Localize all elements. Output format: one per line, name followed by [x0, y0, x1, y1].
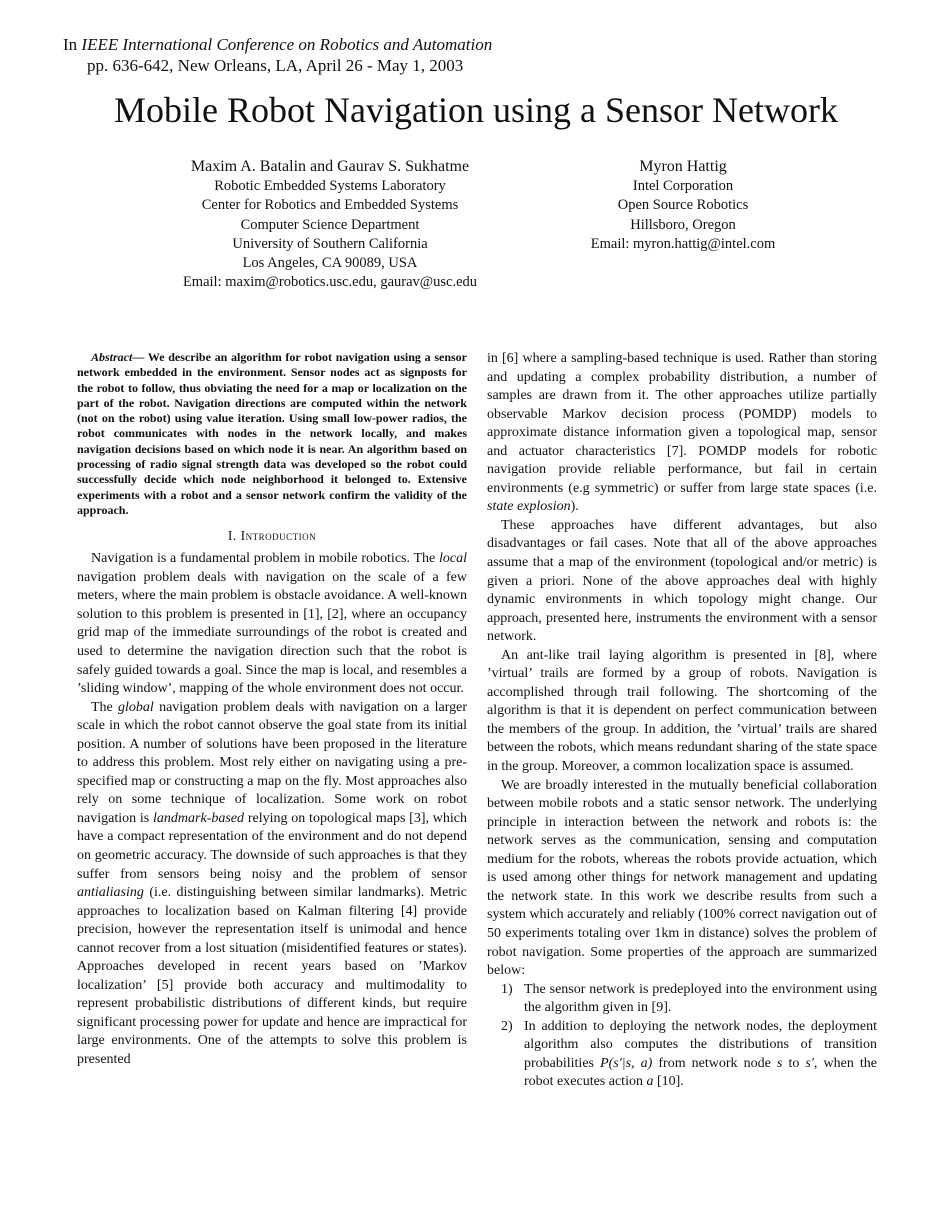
section-numeral: I.	[227, 528, 241, 544]
author-email-right: Email: myron.hattig@intel.com	[590, 235, 776, 252]
text-run: in [6] where a sampling-based technique is used. Rather than storing and updating a complex probability distribution, a number of samples are drawn from it. The other approaches utilize partially observable Markov decision process (POMDP) models to approximate distance information given a topological map, sensor and actuator characteristics [7]. POMDP models for robotic navigation provide reliable performance, but fail in certain environments (e.g symmetric) or suffer from large state spaces (i.e.	[487, 351, 877, 496]
paragraph: An ant-like trail laying algorithm is presented in [8], where ’virtual’ trails are formed by a group of robots. Navigation is accomplished through trail following. The shortcoming of the algorithm is that it is dependent on perfect communication between the members of the group. In addition, the ’virtual’ trails are shared between the robots, which means redundant sharing of the state space in the group. Moreover, a common localization space is assumed.	[487, 647, 877, 775]
text-run: Navigation is a fundamental problem in mobile robotics. The	[91, 551, 439, 567]
section-title: Introduction	[240, 528, 317, 544]
properties-list	[487, 981, 877, 1092]
affiliation-line: Center for Robotics and Embedded Systems	[201, 197, 459, 214]
abstract	[77, 350, 467, 518]
emphasis: global	[118, 699, 154, 715]
emphasis: antialiasing	[77, 885, 144, 901]
text-run: ).	[570, 499, 579, 515]
affiliation-line: Los Angeles, CA 90089, USA	[242, 255, 418, 272]
text-run: navigation problem deals with navigation on the scale of a few meters, where the main problem is obstacle avoidance. A well-known solution to this problem is presented in [1], [2], where an occupancy grid map of the immediate surroundings of the robot is created and used to determine the navigation direction such that the robot is safely guided towards a goal. Since the map is local, and resembles a ’sliding window’, mapping of the whole environment does not occur.	[77, 569, 467, 697]
text-run: to	[782, 1055, 806, 1071]
text-run: (i.e. distinguishing between similar landmarks). Metric approaches to localization based on Kalman filtering [4] provide precision, however the representation itself is unimodal and hence cannot recover from a lost situation (misidentified features or states). Approaches developed in recent years based on ’Markov localization’ [5] provide both accuracy and multimodality to represent probabilistic distributions of different kinds, but require significant processing power for update and hence are impractical for large environments. One of the attempts to solve this problem is presented	[77, 885, 467, 1068]
abstract-label: Abstract	[91, 350, 133, 364]
venue-pages-location: pp. 636-642, New Orleans, LA, April 26 - May 1, 2003	[87, 56, 464, 75]
paragraph	[487, 350, 877, 517]
author-names-left: Maxim A. Batalin and Gaurav S. Sukhatme	[190, 158, 470, 175]
venue-prefix: In	[63, 35, 82, 54]
right-column	[487, 350, 877, 1092]
text-run: The	[91, 699, 119, 715]
affiliation-line: Robotic Embedded Systems Laboratory	[214, 178, 446, 194]
text-run: In addition to deploying the network nodes, the deployment algorithm also computes the distributions of transition probabilities	[524, 1018, 877, 1071]
list-item	[487, 981, 877, 1018]
abstract-text: — We describe an algorithm for robot navigation using a sensor network embedded in the environment. Sensor nodes act as signposts for the robot to follow, thus obviating the need for a map or localization on the part of the robot. Navigation directions are computed within the network (not on the robot) using value iteration. Using small low-power radios, the robot communicates with nodes in the network locally, and makes navigation decisions based on which node it is near. An algorithm based on processing of radio signal strength data was developed so the robot could successfully decide which node neighborhood it belonged to. Extensive experiments with a robot and a sensor network confirm the validity of the approach.	[77, 350, 467, 517]
section-heading-introduction	[77, 528, 467, 544]
paragraph: We are broadly interested in the mutually beneficial collaboration between mobile robots and a static sensor network. The underlying principle in interaction between the network and robots is: the network serves as the communication, sensing and computation medium for the robots, whereas the robots provide actuation, which is used among other things for network management and updating the network state. In this work we describe results from such a system which accurately and reliably (100% correct navigation out of 50 experiments totaling over 1km in distance) solves the problem of robot navigation. Some properties of the approach are summarized below:	[487, 777, 877, 979]
math-expression: s′	[805, 1055, 814, 1071]
text-run: [10].	[653, 1074, 684, 1090]
text-run: relying on topological maps [3], which have a compact representation of the environment and do not depend on geometric accuracy. The downside of such approaches is that they suffer from sensors being noisy and the problem of sensor	[77, 810, 468, 882]
left-column	[77, 350, 467, 1070]
paragraph: These approaches have different advantages, but also disadvantages or fail cases. Note that all of the above approaches assume that a map of the environment (topological and/or metric) is given a priori. None of the above approaches deal with highly dynamic environments in which topology might change. Our approach, presented here, instruments the environment with a sensor network.	[487, 517, 877, 645]
text-run: navigation problem deals with navigation on a larger scale in which the robot cannot observe the goal state from its initial position. A number of solutions have been proposed in the literature to address this problem. Most rely either on navigating using a pre-specified map or constructing a map on the fly. Most approaches also rely on some technique of localization. Some work on robot navigation is	[77, 699, 468, 826]
affiliation-line: Computer Science Department	[240, 216, 420, 233]
affiliation-line: Intel Corporation	[632, 178, 734, 194]
authors-right	[548, 156, 818, 254]
conference-name: IEEE International Conference on Robotics and Automation	[81, 35, 493, 54]
list-item	[487, 1018, 877, 1092]
list-text: The sensor network is predeployed into the environment using the algorithm given in [9].	[524, 981, 877, 1016]
list-number: 1)	[501, 981, 513, 997]
text-run: , when the robot executes action	[524, 1055, 877, 1090]
emphasis: state explosion	[487, 499, 571, 515]
paragraph	[77, 550, 467, 698]
list-number: 2)	[501, 1018, 513, 1034]
paper-title: Mobile Robot Navigation using a Sensor Network	[114, 90, 838, 130]
affiliation-line: Open Source Robotics	[617, 197, 749, 214]
author-email-left: Email: maxim@robotics.usc.edu, gaurav@usc.edu	[182, 274, 478, 291]
emphasis: local	[439, 551, 467, 567]
author-names-right: Myron Hattig	[639, 158, 727, 175]
math-expression: s	[776, 1055, 783, 1071]
text-run: from network node	[652, 1055, 777, 1071]
paragraph	[77, 699, 467, 1070]
math-expression: P(s′|s, a)	[600, 1055, 653, 1071]
affiliation-line: University of Southern California	[232, 235, 428, 252]
authors-left	[150, 156, 510, 293]
emphasis: landmark-based	[153, 810, 245, 826]
venue-line	[63, 34, 492, 76]
affiliation-line: Hillsboro, Oregon	[630, 216, 736, 233]
math-expression: a	[646, 1074, 654, 1090]
